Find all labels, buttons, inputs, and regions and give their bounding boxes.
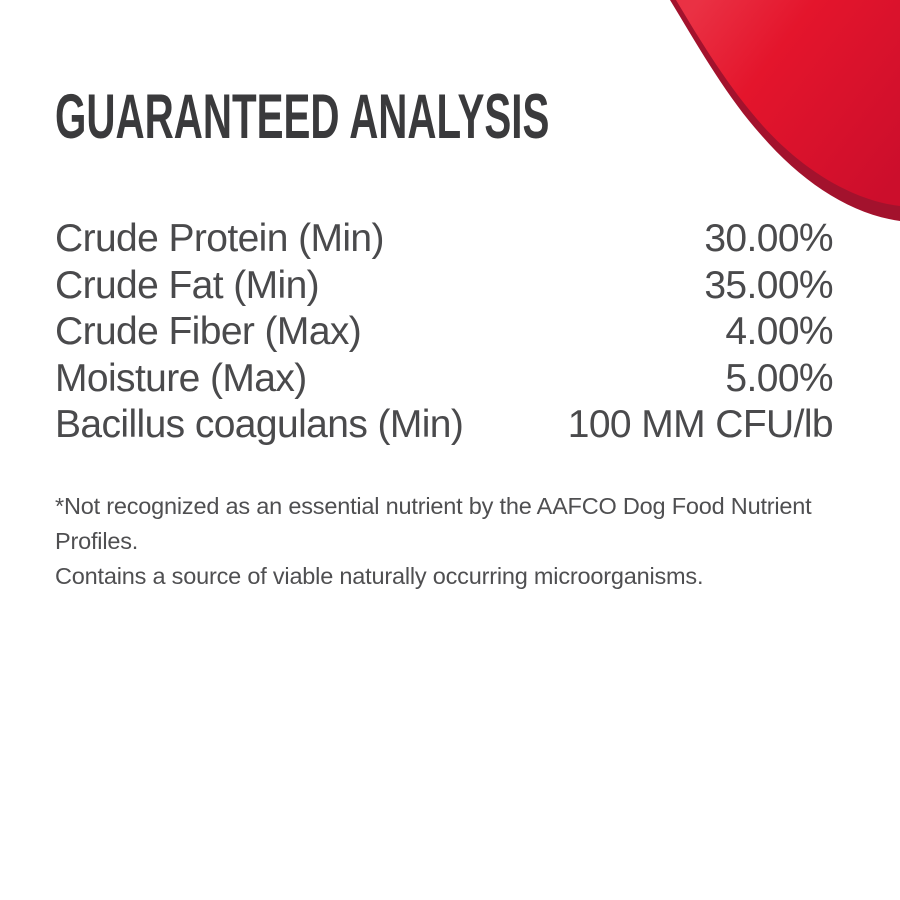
guaranteed-analysis-table [55, 216, 833, 449]
table-row [55, 402, 833, 449]
nutrient-label: Moisture (Max) [55, 356, 307, 400]
nutrient-value: 100 MM CFU/lb [567, 403, 833, 446]
nutrient-value: 35.00% [704, 263, 833, 307]
table-row [55, 216, 833, 263]
footnote-line-1: *Not recognized as an essential nutrient by the AAFCO Dog Food Nutrient Profiles. [55, 493, 812, 554]
page-title: GUARANTEED ANALYSIS [55, 82, 550, 152]
footnote-line-2: Contains a source of viable naturally occurring microorganisms. [55, 563, 704, 589]
swoosh-main-layer [676, 0, 900, 206]
nutrient-label: Bacillus coagulans (Min) [55, 403, 464, 446]
nutrient-value: 4.00% [725, 310, 833, 353]
nutrient-value: 30.00% [704, 217, 833, 260]
nutrient-label: Crude Protein (Min) [55, 217, 384, 260]
table-row [55, 309, 833, 356]
nutrient-label: Crude Fiber (Max) [55, 310, 362, 353]
table-row [55, 263, 833, 310]
nutrient-label: Crude Fat (Min) [55, 263, 320, 307]
red-corner-swoosh-graphic [668, 0, 900, 230]
nutrient-value: 5.00% [725, 356, 833, 400]
aafco-footnote [55, 489, 845, 594]
table-row [55, 356, 833, 403]
